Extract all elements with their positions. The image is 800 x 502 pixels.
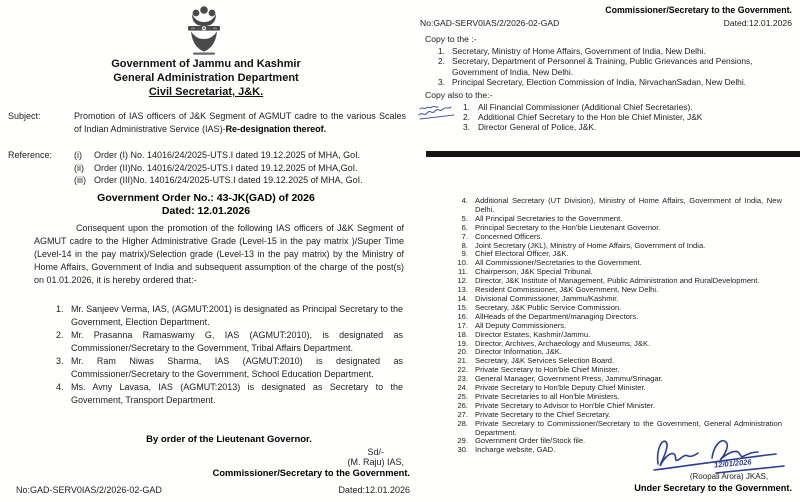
distribution-item-number: 5. bbox=[461, 213, 468, 223]
copy-to-item bbox=[438, 46, 786, 56]
officer-list-item bbox=[56, 355, 403, 381]
page2-ref-date: Dated:12.01.2026 bbox=[723, 18, 792, 28]
copy-to-item-number: 3. bbox=[438, 76, 445, 87]
officer-item-number: 1. bbox=[56, 304, 64, 314]
distribution-item-number: 18. bbox=[457, 329, 468, 339]
order-heading bbox=[0, 192, 412, 218]
page2-ref-number: No:GAD-SERV0IAS/2/2026-02-GAD bbox=[420, 18, 560, 28]
subject-text-bold: Re-designation thereof. bbox=[225, 123, 327, 134]
officer-list bbox=[56, 303, 403, 407]
distribution-item-number: 12. bbox=[457, 276, 468, 286]
distribution-item-number: 11. bbox=[458, 267, 468, 277]
letterhead bbox=[0, 57, 412, 99]
distribution-item-number: 17. bbox=[457, 320, 468, 330]
copy-to-item-text: Secretary, Ministry of Home Affairs, Government of India, New Delhi. bbox=[452, 46, 706, 56]
copy-to-heading: Copy to the :- bbox=[425, 34, 477, 44]
distribution-item-number: 9. bbox=[461, 249, 468, 259]
distribution-item-number: 13. bbox=[457, 285, 468, 295]
signatory-title: Commissioner/Secretary to the Government. bbox=[212, 468, 410, 478]
officer-item-text: Mr. Prasanna Ramaswamy G, IAS (AGMUT:2010), is designated as Commissioner/Secretary to the Government, Tribal Affairs Department. bbox=[71, 330, 403, 353]
copy-to-item-number: 2. bbox=[438, 56, 445, 67]
order-number: Government Order No.: 43-JK(GAD) of 2026 bbox=[97, 192, 315, 204]
distribution-item-text: Private Secretary to Hon'ble Chief Minister. bbox=[475, 365, 620, 375]
reference-item-text: Order (I) No. 14016/24/2025-UTS.I dated 19.12.2025 of MHA, GoI. bbox=[94, 150, 361, 160]
distribution-item-number: 21. bbox=[457, 356, 468, 366]
order-body-paragraph: Consequent upon the promotion of the following IAS officers of J&K Segment of AGMUT cadre to the Higher Administrative Grade (Level-15 in the pay matrix )/Super Time (Level-14 in the pay matrix)/Selection grade (Level-13 in the pay matrix) by the Ministry of Home Affairs, Government of India and subsequent assumption of the charge of the post(s) on 01.01.2026, it is hereby ordered that:- bbox=[34, 223, 404, 285]
distribution-item-text: Director, J&K Institute of Management, Public Administration and RuralDevelopment. bbox=[475, 276, 760, 286]
copy-also-item-number: 1. bbox=[463, 102, 470, 112]
page2-ref-row bbox=[420, 18, 792, 28]
handwritten-initials-scribble bbox=[416, 103, 460, 123]
distribution-item-number: 28. bbox=[457, 418, 468, 428]
distribution-item-text: Director, Archives, Archaeology and Museums, J&K. bbox=[475, 338, 651, 348]
distribution-item-text: All Commissioner/Secretaries to the Government. bbox=[475, 258, 642, 268]
distribution-item-text: Principal Secretary to the Hon'ble Lieutenant Governor. bbox=[475, 222, 661, 232]
page1-footer bbox=[16, 485, 410, 495]
distribution-item-text: Private Secretary to Commissioner/Secretary to the Government, General Administration Department. bbox=[475, 418, 782, 437]
distribution-item-text: Private Secretary to Advisor to Hon'ble Chief Minister. bbox=[475, 400, 655, 410]
distribution-item-number: 14. bbox=[457, 293, 468, 303]
distribution-item-number: 19. bbox=[457, 338, 468, 348]
distribution-item-text: Joint Secretary (JKL), Ministry of Home Affairs, Government of India. bbox=[475, 240, 706, 250]
distribution-item-number: 30. bbox=[457, 445, 468, 455]
distribution-item-text: Director Information, J&K. bbox=[475, 347, 562, 357]
copy-to-item bbox=[438, 77, 786, 87]
page-2 bbox=[412, 0, 800, 502]
copy-to-item bbox=[438, 56, 786, 77]
officer-item-text: Mr. Sanjeev Verma, IAS, (AGMUT:2001) is designated as Principal Secretary to the Government, Election Department. bbox=[71, 304, 403, 327]
copy-also-item-text: All Financial Commissioner (Additional Chief Secretaries). bbox=[478, 102, 693, 112]
distribution-item-number: 23. bbox=[457, 374, 468, 384]
under-secretary-title: Under Secretary to the Government. bbox=[634, 483, 792, 493]
reference-item bbox=[74, 174, 406, 187]
copy-also-heading: Copy also to the:- bbox=[425, 90, 493, 100]
officer-list-item bbox=[56, 303, 403, 329]
officer-list-item bbox=[56, 381, 403, 407]
distribution-item-number: 24. bbox=[457, 383, 468, 393]
distribution-item-text: Incharge website, GAD. bbox=[475, 445, 556, 455]
footer-ref-number: No:GAD-SERV0IAS/2/2026-02-GAD bbox=[16, 485, 162, 495]
subject-text bbox=[74, 110, 406, 135]
reference-item bbox=[74, 162, 406, 175]
distribution-item-text: Chief Electoral Officer, J&K. bbox=[475, 249, 569, 259]
signatory-name: (M. Raju) IAS, bbox=[347, 457, 404, 467]
distribution-item-number: 27. bbox=[457, 409, 468, 419]
distribution-item-number: 20. bbox=[457, 347, 468, 357]
distribution-item-number: 10. bbox=[457, 258, 468, 268]
distribution-item-number: 8. bbox=[461, 240, 468, 250]
sd-line: Sd/- bbox=[367, 447, 384, 457]
copy-also-item-number: 2. bbox=[463, 112, 470, 123]
distribution-item-number: 29. bbox=[457, 436, 468, 446]
distribution-item-text: Concerned Officers. bbox=[475, 231, 543, 241]
reference-item-text: Order (II)No. 14016/24/2025-UTS.I dated 19.12.2025 of MHA,GoI. bbox=[94, 162, 358, 173]
copy-to-list bbox=[438, 46, 786, 87]
copy-to-item-text: Principal Secretary, Election Commission of India, NirvachanSadan, New Delhi. bbox=[452, 76, 747, 87]
copy-also-list bbox=[452, 102, 788, 133]
letterhead-line-2: General Administration Department bbox=[113, 72, 299, 84]
copy-to-item-number: 1. bbox=[438, 46, 445, 56]
distribution-item-text: Secretary, J&K Public Service Commission. bbox=[475, 302, 622, 312]
distribution-item-text: Divisional Commissioner, Jammu/Kashmir. bbox=[475, 293, 619, 303]
handwritten-date: 12/01/2026 bbox=[713, 457, 752, 470]
copy-also-item-text: Additional Chief Secretary to the Hon ble Chief Minister, J&K bbox=[478, 112, 703, 123]
distribution-item-text: Private Secretaries to all Hon'ble Ministers. bbox=[475, 391, 620, 401]
distribution-item-text: Private Secretary to the Chief Secretary. bbox=[475, 409, 611, 419]
subject-text-normal: Promotion of IAS officers of J&K Segment of AGMUT cadre to the various Scales of Indian Administrative Service (IAS)- bbox=[74, 111, 406, 134]
officer-item-text: Mr. Ram Niwas Sharma, IAS (AGMUT:2010) is designated as Commissioner/Secretary to the Government, School Education Department. bbox=[71, 356, 403, 379]
copy-also-item bbox=[452, 102, 788, 112]
distribution-item-text: Chairperson, J&K Special Tribunal. bbox=[475, 267, 593, 277]
letterhead-line-3: Civil Secretariat, J&K. bbox=[148, 86, 264, 98]
letterhead-line-1: Government of Jammu and Kashmir bbox=[111, 58, 301, 70]
distribution-item-text: Director Estates, Kashmir/Jammu. bbox=[475, 329, 591, 339]
by-order-line: By order of the Lieutenant Governor. bbox=[146, 434, 312, 445]
reference-list bbox=[74, 149, 406, 187]
distribution-item-number: 15. bbox=[457, 302, 468, 312]
reference-label: Reference: bbox=[8, 150, 53, 160]
distribution-item-text: Secretary, J&K Services Selection Board. bbox=[475, 356, 615, 366]
distribution-item-number: 25. bbox=[457, 391, 468, 401]
distribution-list bbox=[448, 197, 782, 455]
distribution-item-text: Government Order file/Stock file. bbox=[475, 436, 586, 446]
distribution-item-number: 4. bbox=[461, 196, 468, 205]
under-secretary-name: (Roopali Arora) JKAS, bbox=[689, 472, 769, 481]
distribution-item-text: Private Secretary to Hon'ble Deputy Chief Minister. bbox=[475, 383, 646, 393]
officer-item-text: Ms. Avny Lavasa, IAS (AGMUT:2013) is designated as Secretary to the Government, Transport Department. bbox=[71, 382, 403, 405]
distribution-item-text: Additional Secretary (UT Division), Ministry of Home Affairs, Government of India, New Delhi. bbox=[475, 196, 782, 214]
reference-item-marker: (ii) bbox=[74, 162, 84, 173]
subject-block bbox=[8, 110, 406, 135]
reference-block bbox=[8, 149, 406, 187]
ashoka-lion-capital-emblem-icon bbox=[183, 4, 225, 56]
officer-item-number: 2. bbox=[56, 330, 64, 340]
distribution-item-text: General Manager, Government Press, Jammu/Srinagar. bbox=[475, 374, 663, 384]
distribution-item-number: 6. bbox=[461, 222, 468, 232]
distribution-item-number: 26. bbox=[457, 400, 468, 410]
officer-item-number: 3. bbox=[56, 356, 64, 366]
reference-item-marker: (iii) bbox=[74, 175, 86, 185]
reference-item-text: Order (III)No. 14016/24/2025-UTS.I dated 19.12.2025 of MHA, GoI. bbox=[94, 175, 363, 185]
distribution-item-text: AllHeads of the Department/managing Directors. bbox=[475, 311, 639, 321]
top-signatory-title: Commissioner/Secretary to the Government. bbox=[605, 5, 792, 15]
reference-item bbox=[74, 149, 406, 162]
copy-also-item bbox=[452, 112, 788, 122]
reference-item-marker: (i) bbox=[74, 150, 82, 160]
officer-item-number: 4. bbox=[56, 382, 64, 392]
copy-also-item-number: 3. bbox=[463, 122, 470, 133]
officer-list-item bbox=[56, 329, 403, 355]
footer-date: Dated:12.01.2026 bbox=[338, 485, 410, 495]
distribution-item bbox=[448, 197, 782, 215]
copy-also-item bbox=[452, 122, 788, 132]
distribution-item-text: All Principal Secretaries to the Government. bbox=[475, 213, 623, 223]
distribution-item-number: 16. bbox=[457, 311, 468, 321]
copy-also-item-text: Director General of Police, J&K. bbox=[478, 122, 597, 133]
distribution-item-number: 7. bbox=[461, 231, 468, 241]
distribution-item-number: 22. bbox=[457, 365, 468, 375]
scan-separator-bar bbox=[426, 151, 800, 157]
distribution-item-text: All Deputy Commissioners. bbox=[475, 320, 567, 330]
distribution-item-text: Resident Commissioner, J&K Government, New Delhi. bbox=[475, 285, 659, 295]
subject-label: Subject: bbox=[8, 111, 41, 121]
copy-to-item-text: Secretary, Department of Personnel & Training, Public Grievances and Pensions, Government of India, New Delhi. bbox=[452, 56, 753, 77]
order-date: Dated: 12.01.2026 bbox=[161, 205, 251, 217]
